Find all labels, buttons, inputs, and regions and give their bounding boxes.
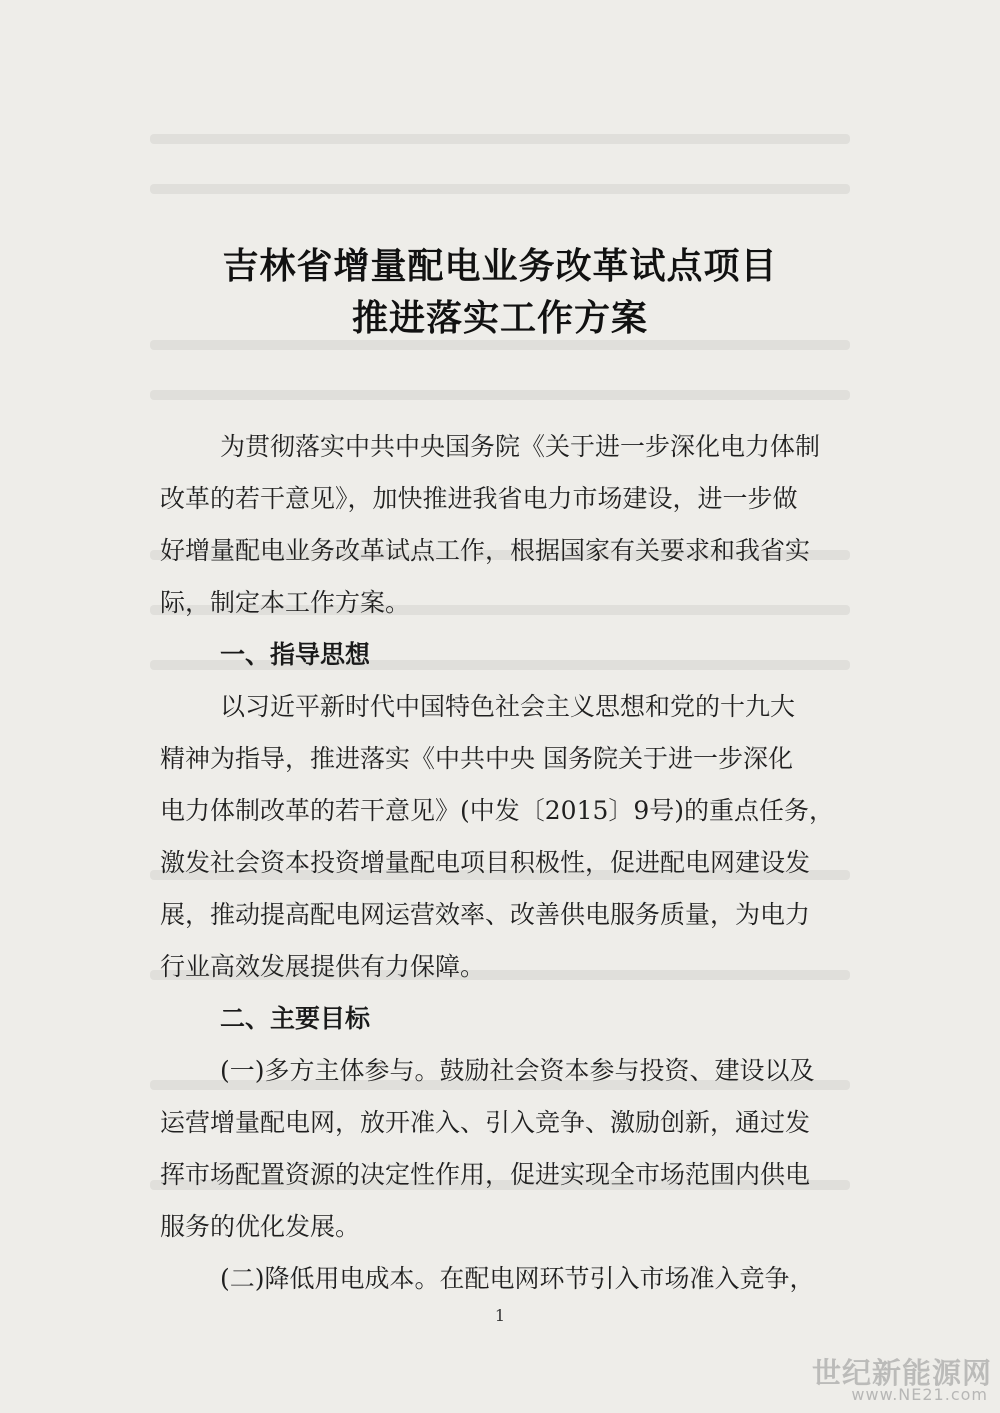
bleed-through-line [150,134,850,144]
section-heading-guiding-thought: 一、指导思想 [220,640,371,669]
bleed-through-line [150,390,850,400]
paragraph-line: 改革的若干意见》，加快推进我省电力市场建设，进一步做 [160,484,798,513]
paragraph-line: 激发社会资本投资增量配电项目积极性，促进配电网建设发 [160,848,811,877]
document-title-line-1: 吉林省增量配电业务改革试点项目 [222,246,778,287]
paragraph-line: 际，制定本工作方案。 [160,588,411,617]
paragraph-line: 展，推动提高配电网运营效率、改善供电服务质量，为电力 [160,900,811,929]
paragraph-line: 电力体制改革的若干意见》(中发〔2015〕9号)的重点任务， [160,796,835,825]
paragraph-line: (一)多方主体参与。鼓励社会资本参与投资、建设以及 [220,1056,815,1085]
watermark-url: www.NE21.com [851,1385,988,1404]
paragraph-line: 运营增量配电网，放开准入、引入竞争、激励创新，通过发 [160,1108,811,1137]
paragraph-line: 好增量配电业务改革试点工作，根据国家有关要求和我省实 [160,536,811,565]
paragraph-line: (二)降低用电成本。在配电网环节引入市场准入竞争， [220,1264,815,1293]
paragraph-line: 挥市场配置资源的决定性作用，促进实现全市场范围内供电 [160,1160,811,1189]
document-title-line-2: 推进落实工作方案 [351,298,648,339]
paragraph-line: 精神为指导，推进落实《中共中央 国务院关于进一步深化 [160,744,793,773]
site-watermark [811,1351,992,1405]
watermark-name: 世纪新能源网 [811,1356,992,1390]
paragraph-line: 行业高效发展提供有力保障。 [160,952,486,981]
paragraph-line: 服务的优化发展。 [160,1212,361,1241]
bleed-through-line [150,340,850,350]
bleed-through-line [150,184,850,194]
paragraph-line: 以习近平新时代中国特色社会主义思想和党的十九大 [220,692,796,721]
section-heading-main-goals: 二、主要目标 [220,1004,371,1033]
paragraph-line: 为贯彻落实中共中央国务院《关于进一步深化电力体制 [220,432,821,461]
page-number: 1 [494,1306,506,1325]
